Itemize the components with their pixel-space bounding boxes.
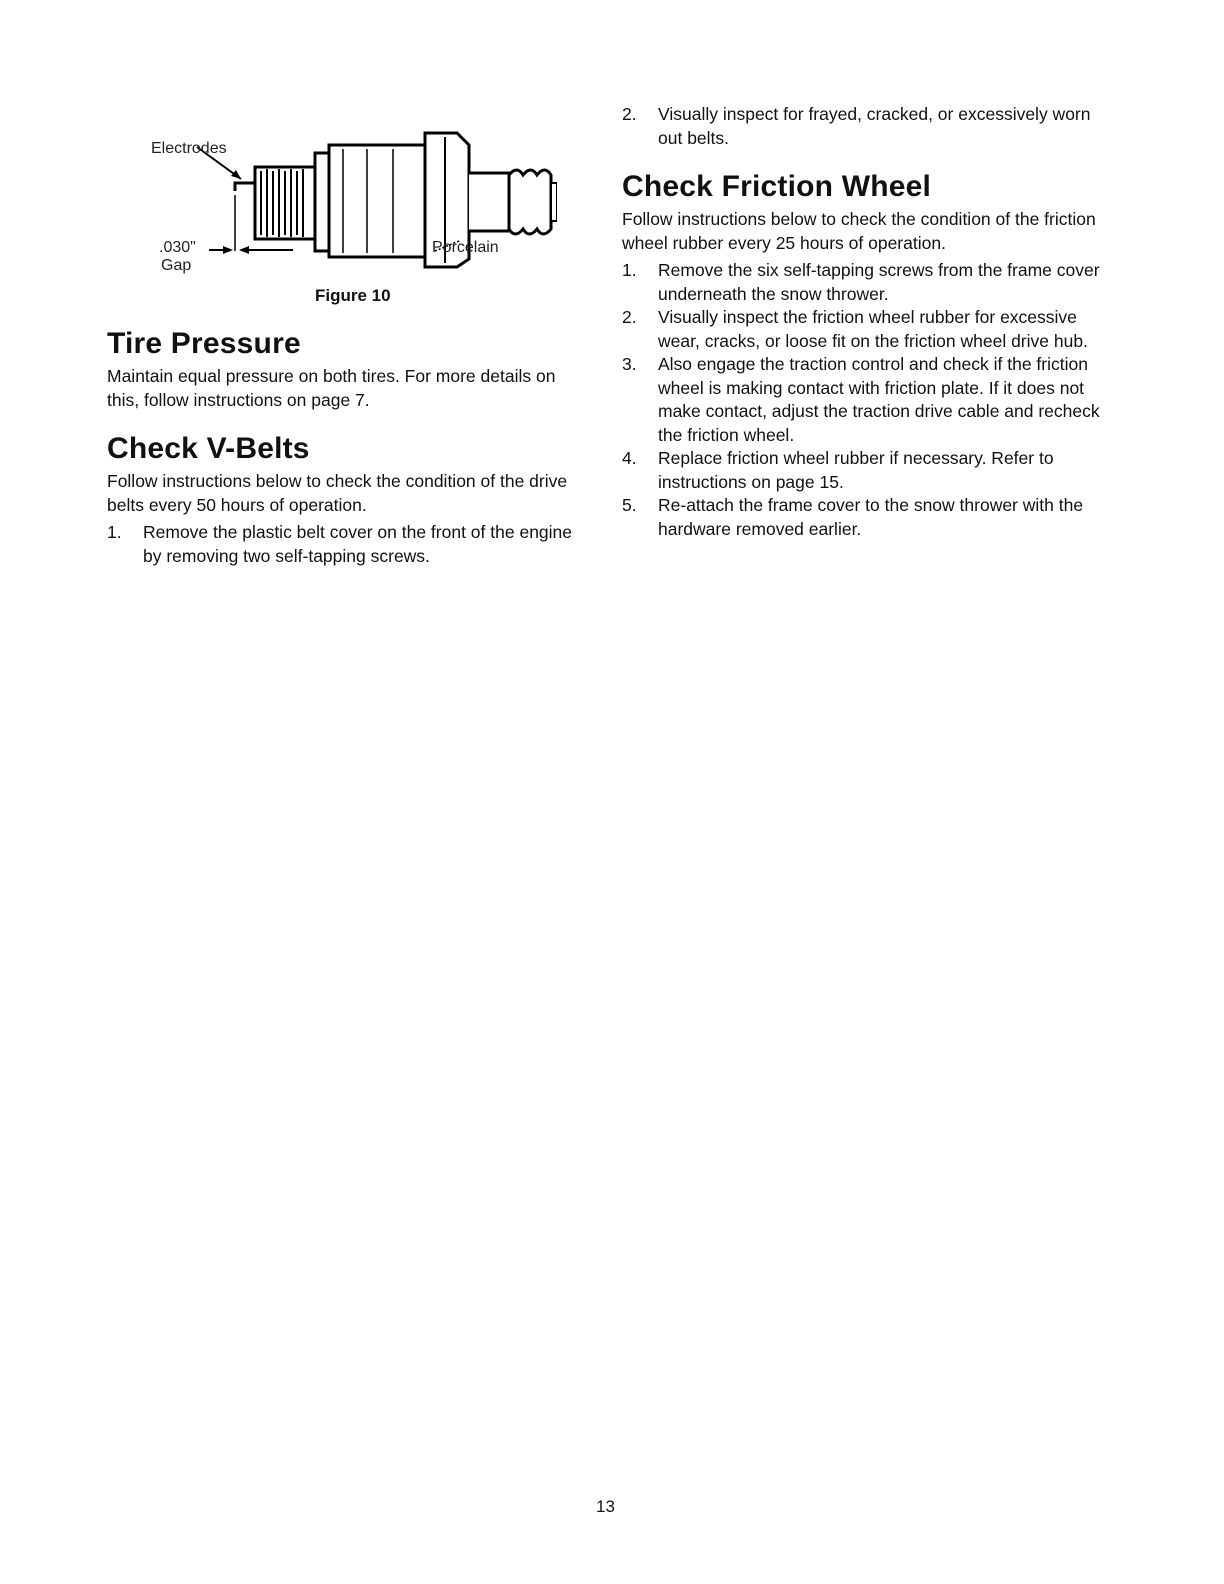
electrodes-label: Electrodes xyxy=(151,140,227,157)
step-number: 4. xyxy=(622,448,637,468)
page-number: 13 xyxy=(596,1497,615,1516)
right-column xyxy=(622,103,1112,541)
list-item xyxy=(622,494,1112,541)
step-text: Remove the plastic belt cover on the front of the engine by removing two self-tapping screws. xyxy=(143,522,573,566)
check-friction-wheel-section xyxy=(622,170,1112,541)
list-item xyxy=(622,447,1112,494)
check-friction-wheel-steps xyxy=(622,259,1112,541)
step-text: Remove the six self-tapping screws from the frame cover underneath the snow thrower. xyxy=(658,260,1100,304)
step-text: Also engage the traction control and check if the friction wheel is making contact with friction plate. If it does not make contact, adjust the traction drive cable and recheck the friction wheel. xyxy=(658,354,1100,445)
list-item xyxy=(622,306,1112,353)
check-vbelts-heading: Check V-Belts xyxy=(107,432,310,465)
step-text: Visually inspect the friction wheel rubber for excessive wear, cracks, or loose fit on the friction wheel drive hub. xyxy=(658,307,1088,351)
spark-plug-figure xyxy=(107,115,585,315)
step-number: 2. xyxy=(622,307,637,327)
step-text: Visually inspect for frayed, cracked, or excessively worn out belts. xyxy=(658,104,1091,148)
step-text: Replace friction wheel rubber if necessary. Refer to instructions on page 15. xyxy=(658,448,1054,492)
check-vbelts-steps-part1 xyxy=(107,521,585,568)
check-vbelts-section xyxy=(107,432,585,568)
step-number: 5. xyxy=(622,495,637,515)
tire-pressure-body: Maintain equal pressure on both tires. For more details on this, follow instructions on page 7. xyxy=(107,366,556,410)
step-number: 3. xyxy=(622,354,637,374)
step-number: 1. xyxy=(107,522,122,542)
step-text: Re-attach the frame cover to the snow thrower with the hardware removed earlier. xyxy=(658,495,1084,539)
check-friction-wheel-heading: Check Friction Wheel xyxy=(622,170,932,203)
list-item xyxy=(107,521,585,568)
gap-value-label: .030" xyxy=(159,239,196,256)
figure-caption: Figure 10 xyxy=(315,286,391,305)
left-column xyxy=(107,115,585,568)
list-item xyxy=(622,103,1112,150)
check-vbelts-body: Follow instructions below to check the condition of the drive belts every 50 hours of operation. xyxy=(107,471,568,515)
check-vbelts-steps-part2 xyxy=(622,103,1112,150)
tire-pressure-heading: Tire Pressure xyxy=(107,327,301,360)
list-item xyxy=(622,259,1112,306)
check-friction-wheel-body: Follow instructions below to check the condition of the friction wheel rubber every 25 hours of operation. xyxy=(622,209,1096,253)
step-number: 1. xyxy=(622,260,637,280)
list-item xyxy=(622,353,1112,447)
tire-pressure-section xyxy=(107,327,585,412)
gap-word-label: Gap xyxy=(161,257,192,274)
porcelain-label: Porcelain xyxy=(432,239,499,256)
step-number: 2. xyxy=(622,104,637,124)
